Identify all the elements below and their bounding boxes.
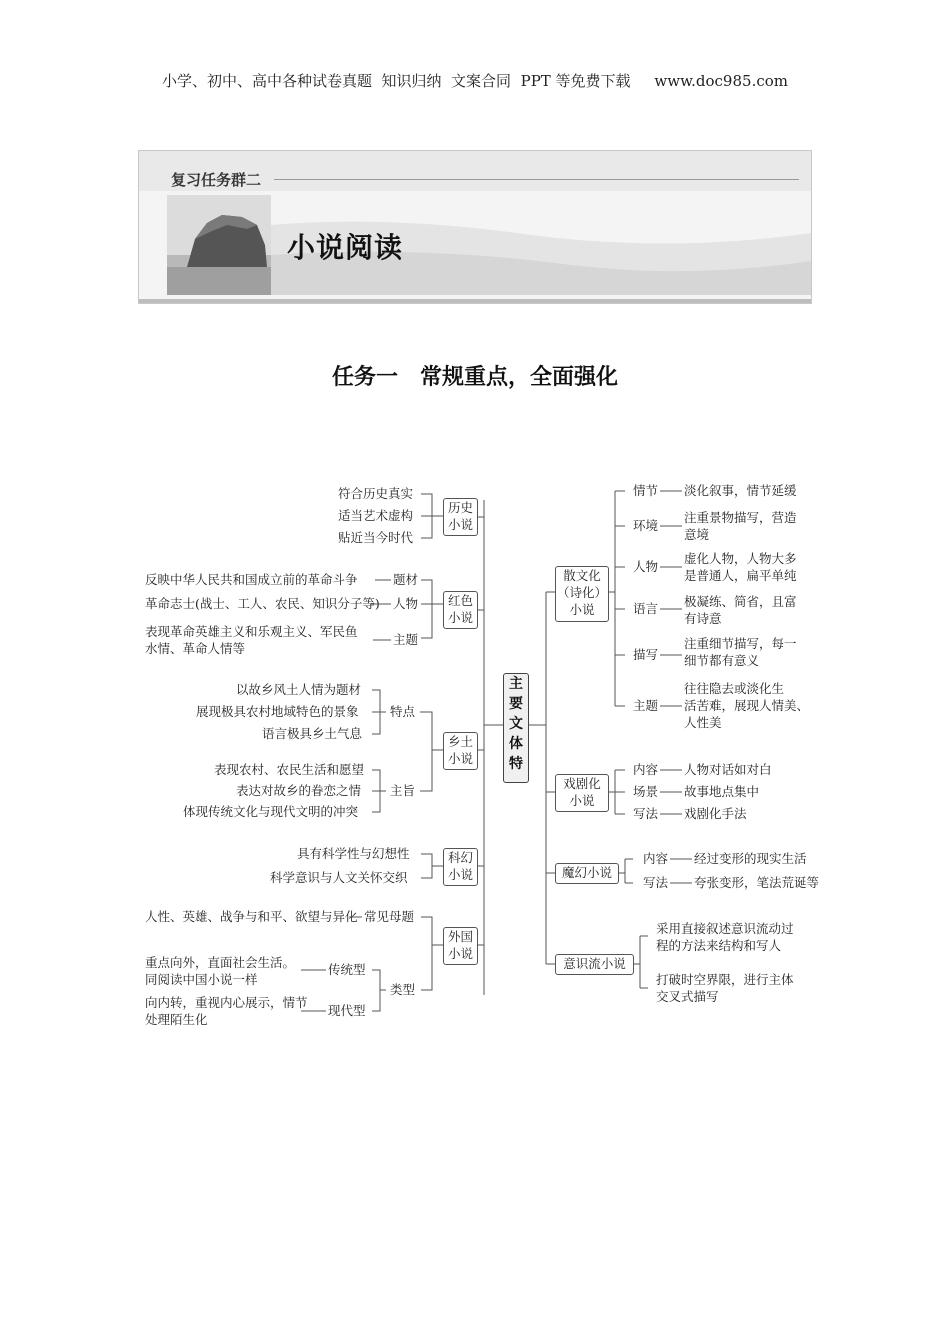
stream-text: 交叉式描写 xyxy=(656,989,719,1004)
rural-theme: 体现传统文化与现代文明的冲突 xyxy=(183,804,359,819)
stream-text: 打破时空界限，进行主体 xyxy=(656,972,794,987)
prose-label: 主题 xyxy=(633,698,659,713)
rural-features-label: 特点 xyxy=(390,704,416,719)
rural-feature: 展现极具农村地域特色的景象 xyxy=(196,704,359,719)
prose-text: 是普通人，扁平单纯 xyxy=(684,568,797,583)
task-heading: 任务一 常规重点，全面强化 xyxy=(331,365,618,390)
drama-text: 故事地点集中 xyxy=(684,784,760,799)
box-line: 历史 xyxy=(447,500,473,515)
prose-text: 虚化人物，人物大多 xyxy=(684,551,797,566)
prose-text: 注重景物描写，营造 xyxy=(684,510,797,525)
center-node-char: 要 xyxy=(509,696,523,712)
foreign-traditional-text: 同阅读中国小说一样 xyxy=(145,972,258,987)
prose-text: 淡化叙事，情节延缓 xyxy=(684,483,797,498)
foreign-type-label: 类型 xyxy=(390,982,416,997)
magic-novel-box: 魔幻小说 xyxy=(555,863,619,884)
rural-themes-label: 主旨 xyxy=(390,783,416,798)
prose-label: 环境 xyxy=(633,518,659,533)
rural-feature: 以故乡风土人情为题材 xyxy=(236,682,362,697)
historical-item: 符合历史真实 xyxy=(338,486,414,501)
scifi-novel-box xyxy=(443,848,478,886)
box-line: 小说 xyxy=(569,602,595,617)
drama-text: 戏剧化手法 xyxy=(684,806,747,821)
banner-group-label: 复习任务群二 xyxy=(171,171,262,189)
box-line: 科幻 xyxy=(447,850,473,865)
box-line: 戏剧化 xyxy=(563,776,601,791)
box-line: 乡土 xyxy=(447,734,473,749)
box-line: 小说 xyxy=(447,946,473,961)
prose-text: 意境 xyxy=(684,527,710,542)
center-node-char: 体 xyxy=(509,736,523,752)
foreign-modern-text: 向内转，重视内心展示，情节 xyxy=(145,995,308,1010)
drama-novel-box xyxy=(555,774,609,812)
prose-text: 人性美 xyxy=(684,715,722,730)
rural-novel-box xyxy=(443,732,478,770)
magic-text: 夸张变形，笔法荒诞等 xyxy=(694,875,820,890)
foreign-traditional-label: 传统型 xyxy=(328,962,366,977)
center-node-main-features xyxy=(503,673,529,783)
prose-text: 极凝练、简省，且富 xyxy=(684,594,797,609)
red-novel-box xyxy=(443,591,478,629)
historical-item: 适当艺术虚构 xyxy=(338,508,414,523)
magic-label: 写法 xyxy=(643,875,669,890)
historical-novel-box xyxy=(443,498,478,536)
prose-text: 细节都有意义 xyxy=(684,653,760,668)
rural-feature: 语言极具乡土气息 xyxy=(262,726,363,741)
stream-novel-box: 意识流小说 xyxy=(555,954,634,975)
prose-novel-box xyxy=(555,566,609,622)
foreign-novel-box xyxy=(443,927,478,965)
red-row-text: 水情、革命人情等 xyxy=(145,641,246,656)
scifi-item: 具有科学性与幻想性 xyxy=(297,846,410,861)
center-node-char: 主 xyxy=(509,676,523,692)
foreign-motif-text: 人性、英雄、战争与和平、欲望与异化 xyxy=(145,909,358,924)
stream-text: 采用直接叙述意识流动过 xyxy=(656,921,794,936)
stream-text: 程的方法来结构和写人 xyxy=(656,938,782,953)
box-line: 外国 xyxy=(447,929,473,944)
foreign-modern-text: 处理陌生化 xyxy=(145,1012,208,1027)
banner-title: 小说阅读 xyxy=(287,231,404,264)
rural-theme: 表现农村、农民生活和愿望 xyxy=(214,762,365,777)
magic-text: 经过变形的现实生活 xyxy=(694,851,807,866)
drama-label: 写法 xyxy=(633,806,659,821)
red-row-label: 题材 xyxy=(393,572,419,587)
rural-theme: 表达对故乡的眷恋之情 xyxy=(236,783,362,798)
box-line: 小说 xyxy=(447,610,473,625)
prose-text: 活苦难，展现人情美、 xyxy=(684,698,810,713)
center-node-char: 特 xyxy=(509,756,523,772)
box-line: 红色 xyxy=(447,593,473,608)
foreign-traditional-text: 重点向外，直面社会生活。 xyxy=(145,955,296,970)
prose-text: 有诗意 xyxy=(684,611,722,626)
red-row-label: 人物 xyxy=(393,596,419,611)
prose-label: 情节 xyxy=(633,483,659,498)
historical-item: 贴近当今时代 xyxy=(338,530,414,545)
center-node-char: 文 xyxy=(509,716,523,732)
prose-label: 描写 xyxy=(633,647,659,662)
box-line: 小说 xyxy=(447,867,473,882)
drama-label: 内容 xyxy=(633,762,659,777)
box-line: （诗化） xyxy=(556,585,607,600)
foreign-motif-label: 常见母题 xyxy=(364,909,415,924)
box-line: 小说 xyxy=(447,517,473,532)
scifi-item: 科学意识与人文关怀交织 xyxy=(270,870,408,885)
red-row-text: 革命志士(战士、工人、农民、知识分子等) xyxy=(145,596,380,611)
drama-text: 人物对话如对白 xyxy=(684,762,772,777)
red-row-text: 反映中华人民共和国成立前的革命斗争 xyxy=(145,572,358,587)
magic-label: 内容 xyxy=(643,851,669,866)
foreign-modern-label: 现代型 xyxy=(328,1003,366,1018)
page-header: 小学、初中、高中各种试卷真题 知识归纳 文案合同 PPT 等免费下载 www.doc985.com xyxy=(161,72,788,90)
prose-text: 注重细节描写，每一 xyxy=(684,636,797,651)
prose-label: 人物 xyxy=(633,559,659,574)
box-line: 小说 xyxy=(569,793,595,808)
prose-label: 语言 xyxy=(633,601,659,616)
box-line: 散文化 xyxy=(563,568,601,583)
drama-label: 场景 xyxy=(633,784,659,799)
box-line: 小说 xyxy=(447,751,473,766)
red-row-label: 主题 xyxy=(393,632,419,647)
red-row-text: 表现革命英雄主义和乐观主义、军民鱼 xyxy=(145,624,358,639)
prose-text: 往往隐去或淡化生 xyxy=(684,681,785,696)
